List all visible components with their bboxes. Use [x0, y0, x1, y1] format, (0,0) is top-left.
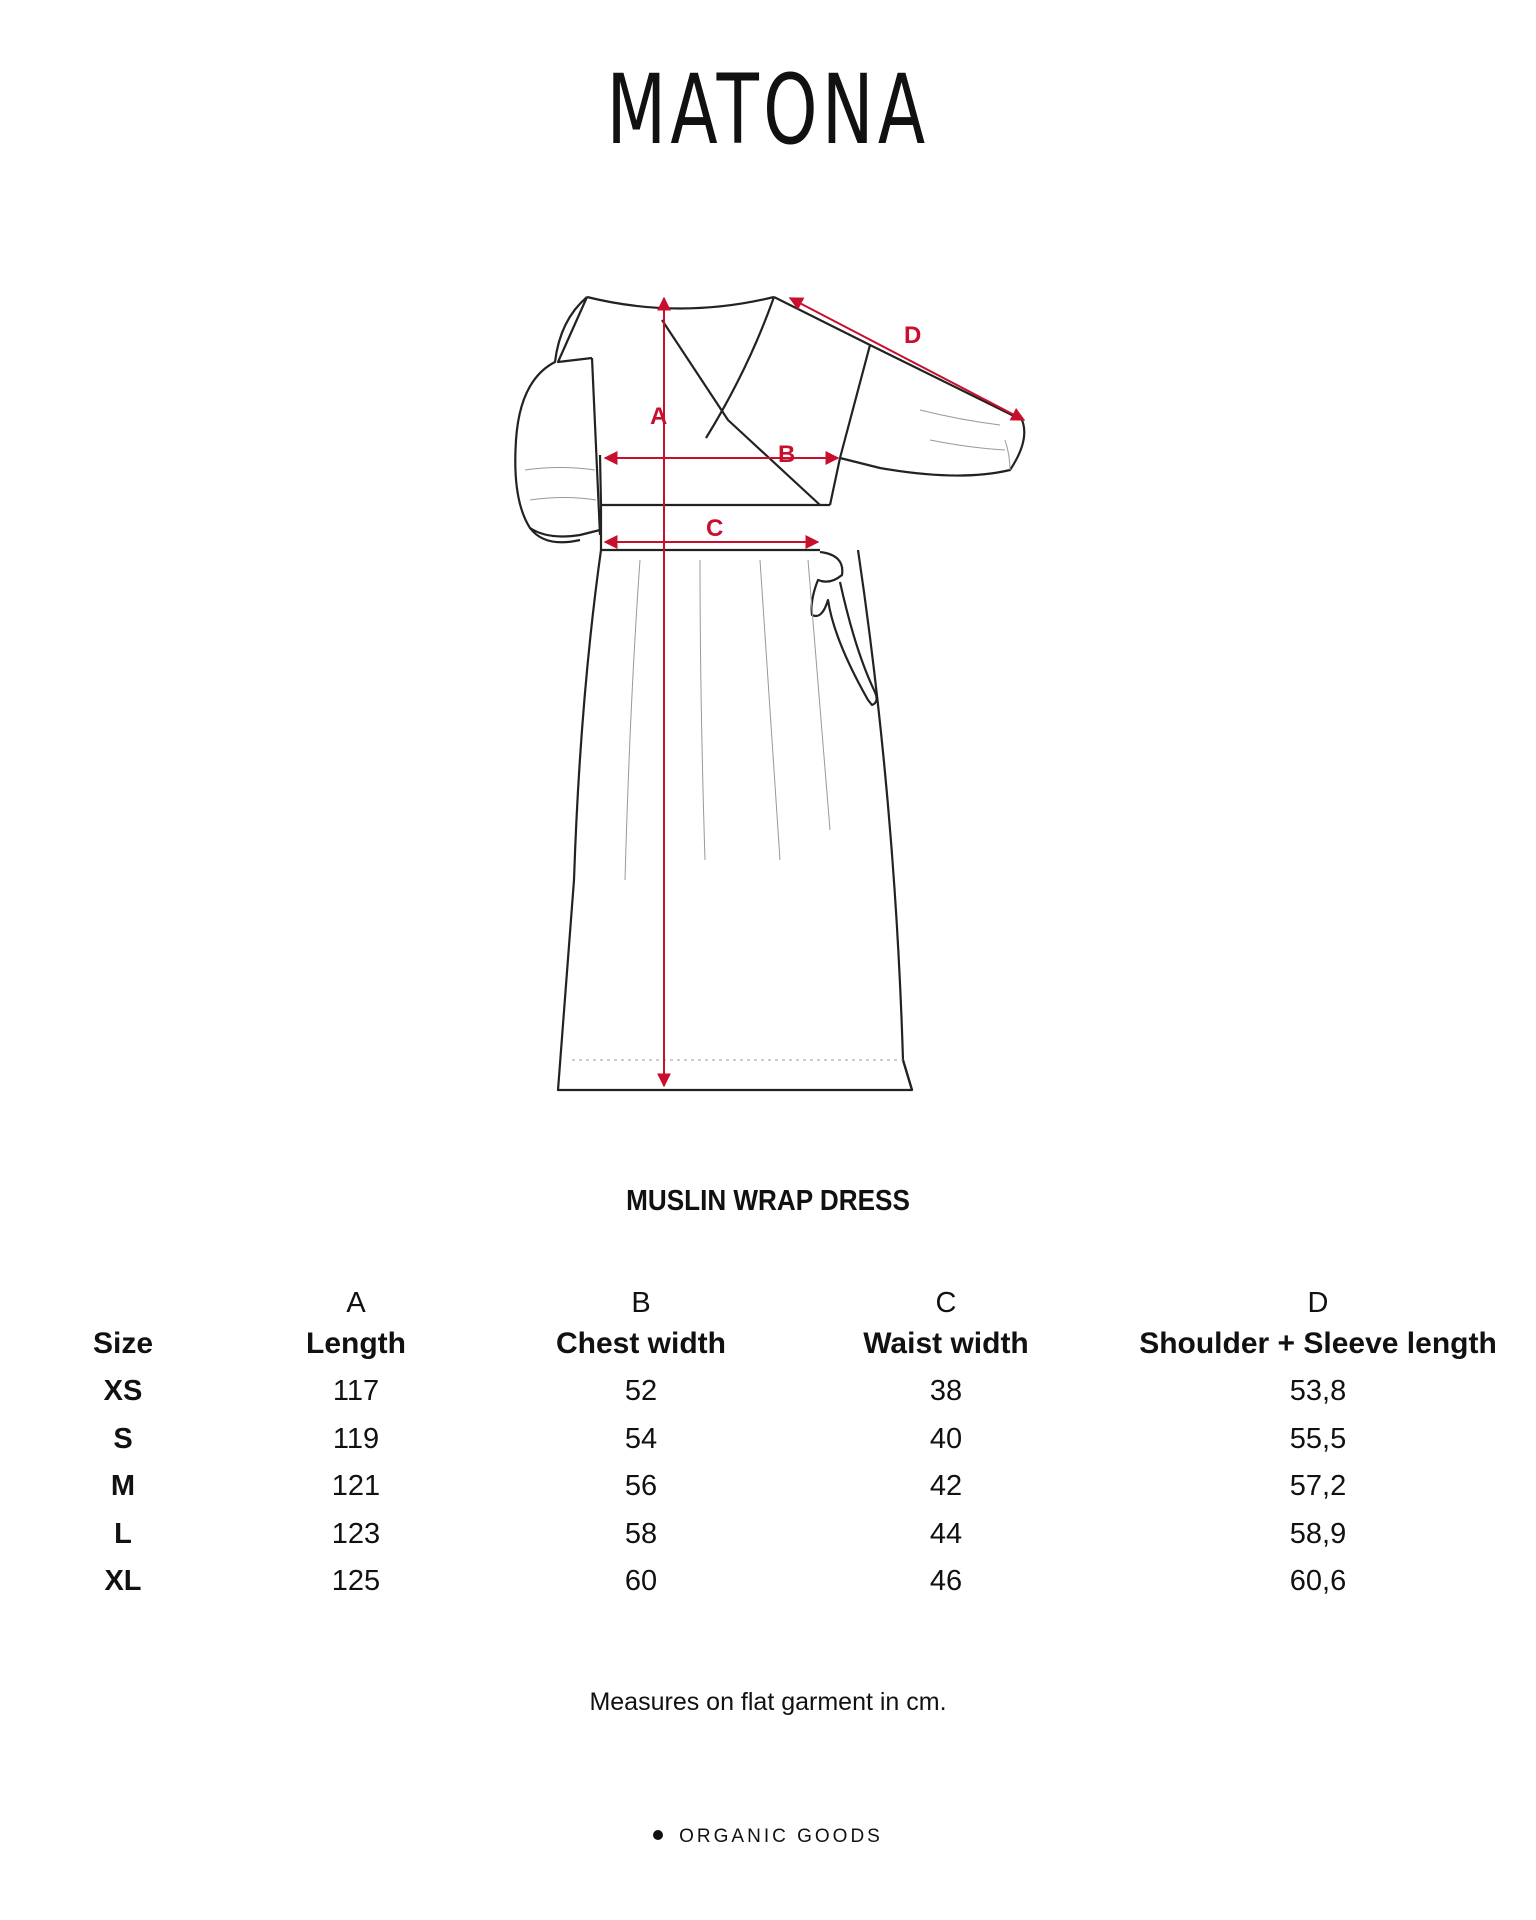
size-cell: S	[113, 1422, 133, 1455]
dress-technical-drawing	[480, 285, 1060, 1105]
letter-cell	[60, 1278, 186, 1320]
footer-text: ORGANIC GOODS	[679, 1826, 883, 1847]
measure-lines	[605, 298, 1024, 1086]
value-cell: 121	[331, 1470, 381, 1503]
value-cell: 123	[331, 1517, 381, 1550]
value-cell: 44	[929, 1517, 963, 1550]
letter-cell: C	[935, 1287, 957, 1319]
value-cell: 119	[332, 1422, 380, 1455]
table-row	[60, 1416, 1500, 1464]
column-header: Chest width	[556, 1327, 726, 1360]
measure-label-b: B	[778, 441, 796, 468]
value-cell: 38	[929, 1375, 963, 1408]
header-row	[60, 1320, 1500, 1368]
value-cell: 57,2	[1289, 1470, 1347, 1503]
table-row	[60, 1463, 1500, 1511]
value-cell: 54	[624, 1422, 658, 1455]
value-cell: 58	[624, 1517, 658, 1550]
table-row	[60, 1368, 1500, 1416]
column-header: Waist width	[863, 1327, 1029, 1360]
value-cell: 55,5	[1289, 1422, 1347, 1455]
value-cell: 46	[929, 1565, 963, 1598]
size-cell: M	[110, 1470, 136, 1503]
value-cell: 60	[624, 1565, 658, 1598]
size-cell: L	[114, 1517, 132, 1550]
brand-logo: MATONA	[606, 54, 930, 166]
measure-label-a: A	[650, 403, 668, 430]
table-row	[60, 1558, 1500, 1606]
column-header: Shoulder + Sleeve length	[1139, 1327, 1497, 1360]
letter-cell: B	[631, 1287, 651, 1319]
product-title: MUSLIN WRAP DRESS	[626, 1185, 910, 1217]
value-cell: 53,8	[1289, 1375, 1347, 1408]
value-cell: 60,6	[1289, 1565, 1347, 1598]
value-cell: 56	[624, 1470, 658, 1503]
value-cell: 125	[331, 1565, 381, 1598]
value-cell: 42	[929, 1470, 963, 1503]
table-row	[60, 1511, 1500, 1559]
value-cell: 117	[332, 1375, 380, 1408]
size-cell: XL	[104, 1565, 142, 1598]
footer	[0, 1826, 1536, 1848]
column-header: Length	[306, 1327, 406, 1360]
letter-cell: A	[346, 1287, 366, 1319]
measure-label-c: C	[706, 515, 724, 542]
size-chart-table	[60, 1278, 1500, 1606]
bullet-icon	[653, 1830, 663, 1840]
value-cell: 40	[929, 1422, 963, 1455]
measure-letter-row	[60, 1278, 1500, 1320]
value-cell: 52	[624, 1375, 658, 1408]
measurement-note: Measures on flat garment in cm.	[589, 1688, 947, 1716]
value-cell: 58,9	[1289, 1517, 1347, 1550]
letter-cell: D	[1307, 1287, 1329, 1319]
size-cell: XS	[103, 1375, 143, 1408]
column-header: Size	[92, 1327, 154, 1360]
measure-label-d: D	[904, 322, 922, 349]
